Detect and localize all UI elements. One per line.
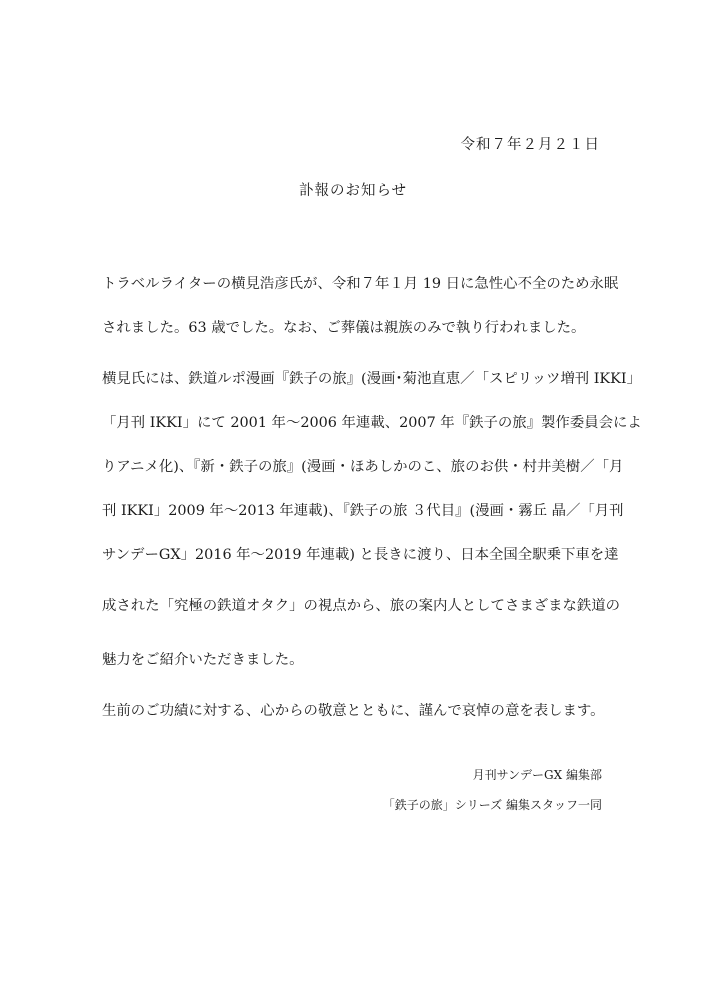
body-line-10: 生前のご功績に対する、心からの敬意とともに、謹んで哀悼の意を表します。: [102, 703, 605, 719]
body-line-8: 成された「究極の鉄道オタク」の視点から、旅の案内人としてさまざまな鉄道の: [102, 598, 621, 614]
body-line-7: サンデーGX」2016 年～2019 年連載) と長きに渡り、日本全国全駅乗下車を達: [102, 547, 619, 563]
document-date: 令和７年２月２１日: [460, 137, 600, 153]
document-title: 訃報のお知らせ: [298, 183, 408, 199]
body-line-9: 魅力をご紹介いただきました。: [102, 652, 304, 668]
signature-department: 月刊サンデーGX 編集部: [472, 768, 602, 782]
signature-staff: 「鉄子の旅」シリーズ 編集スタッフ一同: [382, 798, 602, 812]
body-line-5: りアニメ化)、『新・鉄子の旅』(漫画・ほあしかのこ、旅のお供・村井美樹／「月: [102, 459, 624, 475]
body-line-6: 刊 IKKI」2009 年～2013 年連載)、『鉄子の旅 ３代目』(漫画・霧丘 晶／「月刊: [102, 503, 624, 519]
body-line-3: 横見氏には、鉄道ルポ漫画『鉄子の旅』(漫画･菊池直恵／「スピリッツ増刊 IKKI」: [102, 371, 641, 387]
body-line-2: されました。63 歳でした。なお、ご葬儀は親族のみで執り行われました。: [102, 320, 586, 336]
body-line-4: 「月刊 IKKI」にて 2001 年～2006 年連載、2007 年『鉄子の旅』製作委員会によ: [102, 415, 642, 431]
body-line-1: トラベルライターの横見浩彦氏が、令和７年１月 19 日に急性心不全のため永眠: [102, 276, 619, 292]
